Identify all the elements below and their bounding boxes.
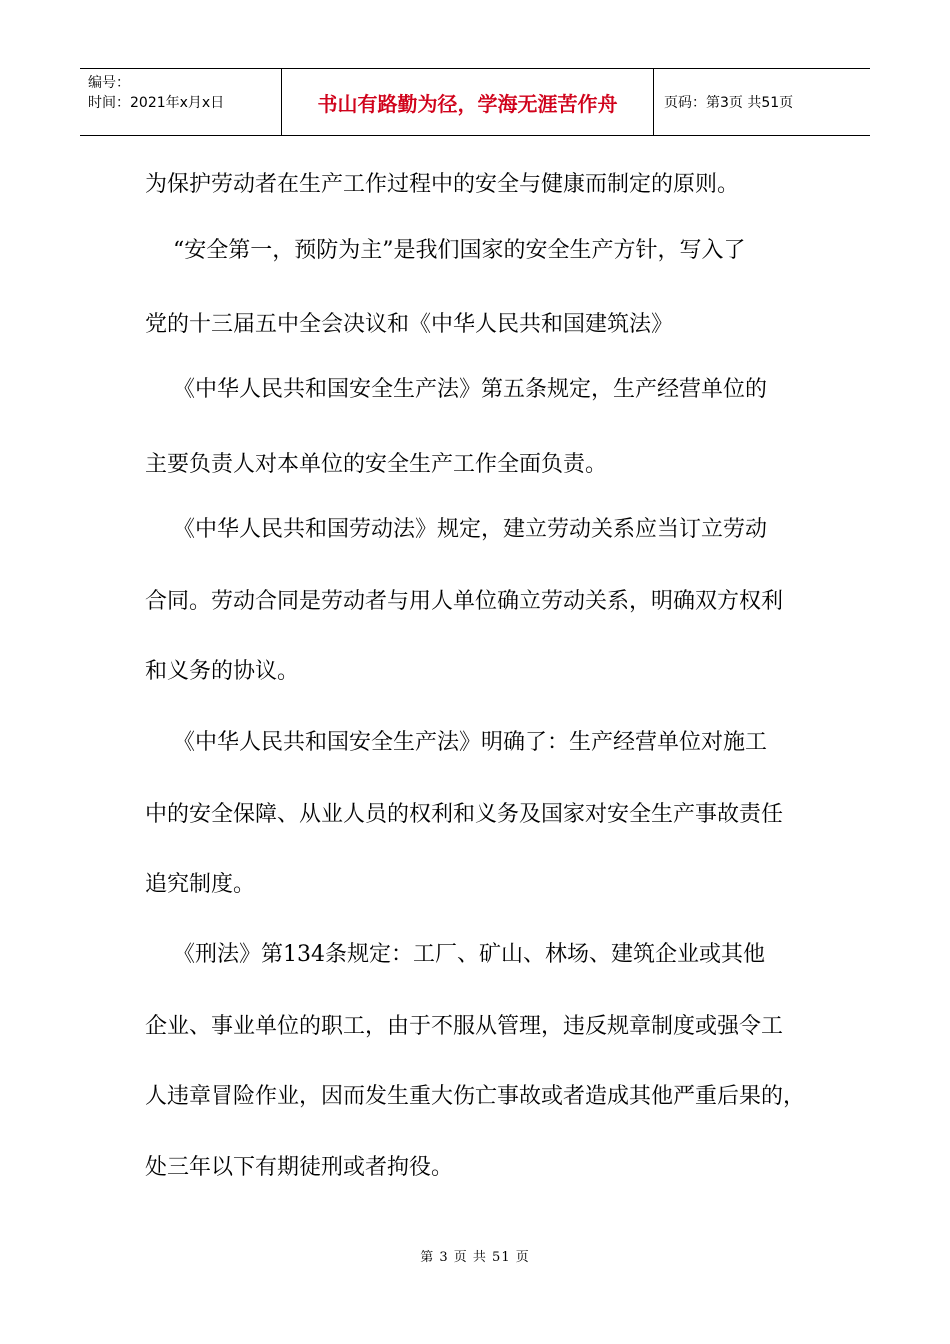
body-line: 企业、事业单位的职工，由于不服从管理，违反规章制度或强令工 [145,1014,784,1039]
page-info: 页码：第3页 共51页 [664,95,794,111]
body-line: 《中华人民共和国劳动法》规定，建立劳动关系应当订立劳动 [145,517,767,542]
body-line: 人违章冒险作业，因而发生重大伤亡事故或者造成其他严重后果的， [145,1084,806,1109]
body-line: 主要负责人对本单位的安全生产工作全面负责。 [145,452,608,477]
body-line: 中的安全保障、从业人员的权利和义务及国家对安全生产事故责任 [145,802,784,827]
body-line: 为保护劳动者在生产工作过程中的安全与健康而制定的原则。 [145,172,740,197]
body-line: 处三年以下有期徒刑或者拘役。 [145,1155,454,1180]
footer-page-number: 第 3 页 共 51 页 [420,1250,530,1265]
time-label: 时间：2021年x月x日 [88,95,225,111]
body-line: 党的十三届五中全会决议和《中华人民共和国建筑法》 [145,312,674,337]
header-table [80,68,870,136]
body-line: 《中华人民共和国安全生产法》明确了：生产经营单位对施工 [145,730,767,755]
header-meta-cell [80,69,282,135]
motto: 书山有路勤为径，学海无涯苦作舟 [317,91,618,116]
body-line: 和义务的协议。 [145,659,300,684]
page-info-cell [654,69,870,135]
body-line: 追究制度。 [145,872,256,897]
code-label: 编号： [88,75,130,91]
body-line: “安全第一，预防为主”是我们国家的安全生产方针，写入了 [145,238,746,263]
body-line: 《中华人民共和国安全生产法》第五条规定，生产经营单位的 [145,377,767,402]
body-line: 《刑法》第134条规定：工厂、矿山、林场、建筑企业或其他 [145,942,765,967]
page-footer [0,1246,950,1265]
body-line: 合同。劳动合同是劳动者与用人单位确立劳动关系，明确双方权利 [145,589,784,614]
motto-cell [282,69,654,135]
